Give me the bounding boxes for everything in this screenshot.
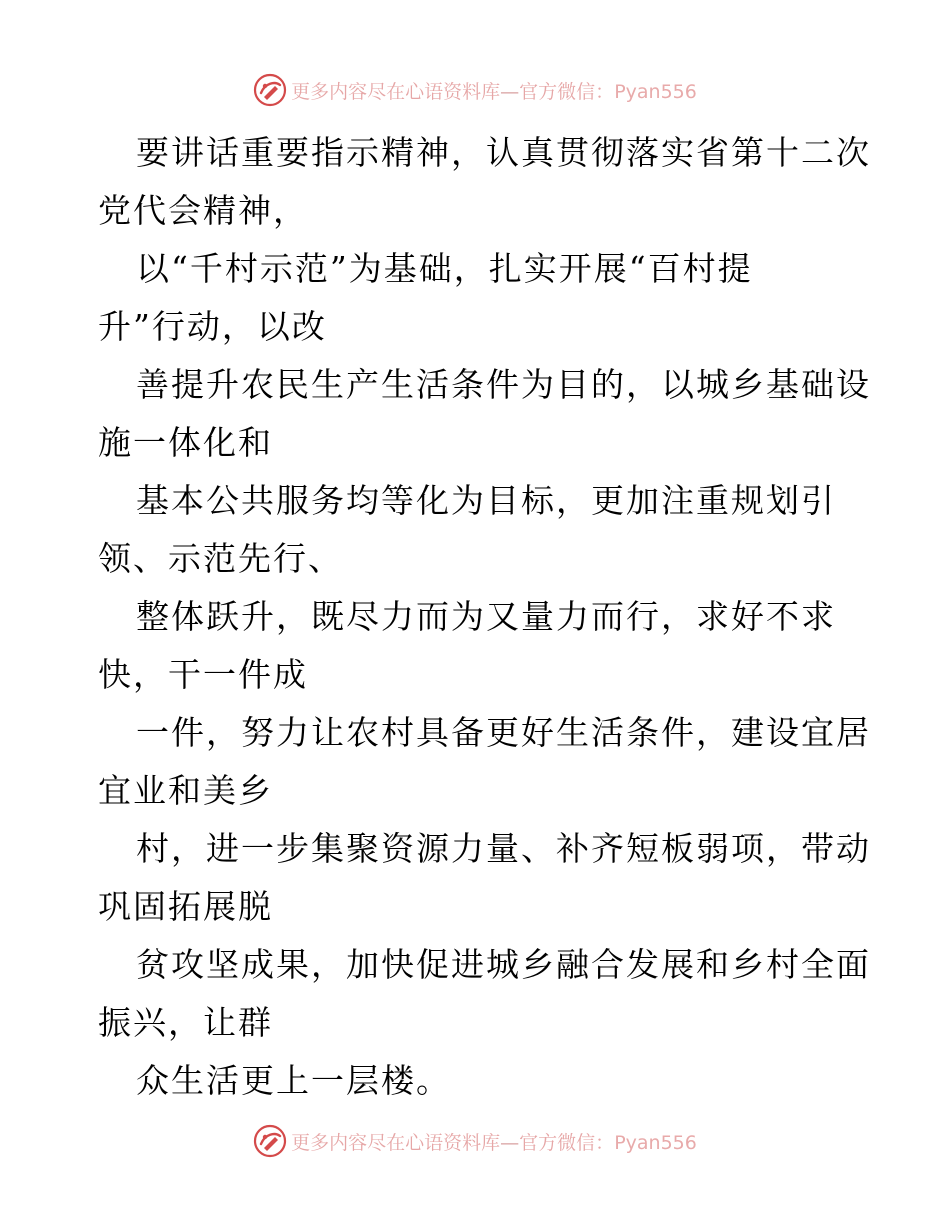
text-line: 整体跃升，既尽力而为又量力而行，求好不求 xyxy=(136,597,836,636)
text-line: 基本公共服务均等化为目标，更加注重规划引 xyxy=(136,481,836,520)
text-line: 要讲话重要指示精神，认真贯彻落实省第十二次 xyxy=(136,133,871,172)
header-watermark xyxy=(0,70,950,110)
text-line: 巩固拓展脱 xyxy=(98,887,273,926)
watermark-wechat-id: Pyan556 xyxy=(614,1131,697,1154)
text-line: 一件，努力让农村具备更好生活条件，建设宜居 xyxy=(136,713,871,752)
watermark-separator: — xyxy=(500,80,520,103)
brand-logo-icon xyxy=(253,1124,287,1158)
watermark-slogan: 更多内容尽在心语资料库 xyxy=(291,1131,501,1154)
text-line: 宜业和美乡 xyxy=(98,771,273,810)
document-body xyxy=(98,124,871,1110)
watermark-separator: — xyxy=(500,1131,520,1154)
text-line: 党代会精神， xyxy=(98,191,308,230)
text-line: 振兴，让群 xyxy=(98,1003,273,1042)
text-line: 快，干一件成 xyxy=(98,655,308,694)
text-line: 村，进一步集聚资源力量、补齐短板弱项，带动 xyxy=(136,829,871,868)
text-line: 善提升农民生产生活条件为目的，以城乡基础设 xyxy=(136,365,871,404)
footer-watermark xyxy=(0,1121,950,1161)
watermark-text xyxy=(291,1128,697,1155)
text-line: 升”行动，以改 xyxy=(98,307,327,346)
text-line: 众生活更上一层楼。 xyxy=(136,1061,451,1100)
text-line: 贫攻坚成果，加快促进城乡融合发展和乡村全面 xyxy=(136,945,871,984)
watermark-text xyxy=(291,77,697,104)
watermark-wechat-label: 官方微信： xyxy=(519,1131,615,1154)
watermark-wechat-id: Pyan556 xyxy=(614,80,697,103)
text-line: 领、示范先行、 xyxy=(98,539,343,578)
watermark-slogan: 更多内容尽在心语资料库 xyxy=(291,80,501,103)
text-line: 以“千村示范”为基础，扎实开展“百村提 xyxy=(136,249,753,288)
text-line: 施一体化和 xyxy=(98,423,273,462)
brand-logo-icon xyxy=(253,73,287,107)
watermark-wechat-label: 官方微信： xyxy=(519,80,615,103)
